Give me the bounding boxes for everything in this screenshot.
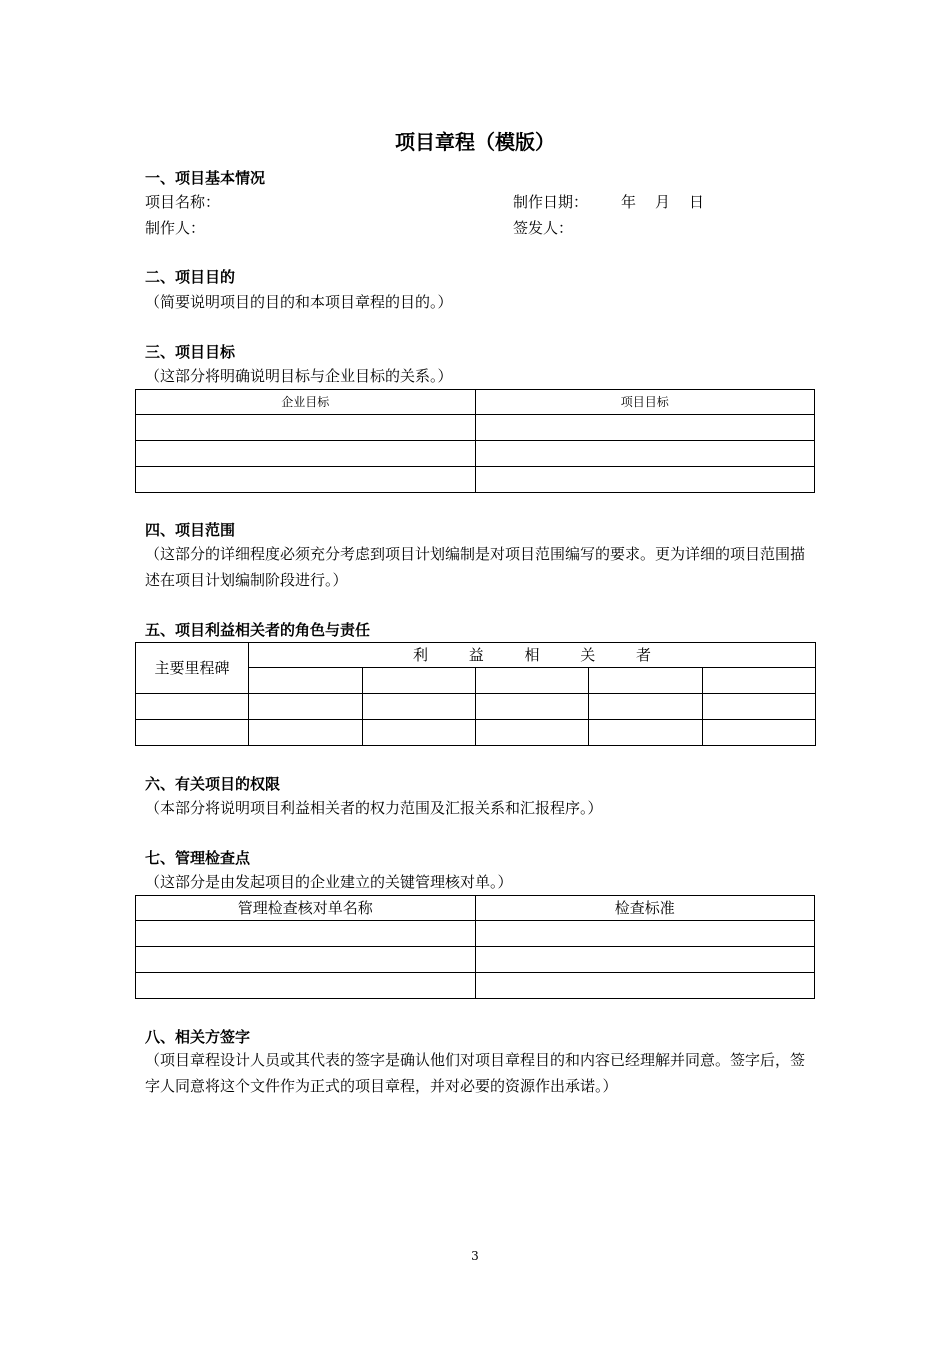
section-5-heading: 五、项目利益相关者的角色与责任 xyxy=(145,621,371,639)
section-7-text: （这部分是由发起项目的企业建立的关键管理核对单。） xyxy=(145,873,513,891)
page-number: 3 xyxy=(471,1249,479,1263)
table-row xyxy=(136,694,816,720)
table-row xyxy=(136,947,815,973)
table-header-cell: 企业目标 xyxy=(136,390,476,415)
table-row xyxy=(136,720,816,746)
table-cell[interactable] xyxy=(249,668,363,694)
stakeholders-header-cell: 利 益 相 关 者 xyxy=(249,643,816,668)
table-cell[interactable] xyxy=(136,921,476,947)
objectives-table xyxy=(135,389,815,493)
table-cell[interactable] xyxy=(476,720,589,746)
section-7-heading: 七、管理检查点 xyxy=(145,849,251,867)
stakeholders-table xyxy=(135,642,816,746)
section-3-heading: 三、项目目标 xyxy=(145,343,236,361)
author-label: 制作人： xyxy=(145,219,206,237)
table-cell[interactable] xyxy=(249,694,363,720)
section-8-text: （项目章程设计人员或其代表的签字是确认他们对项目章程目的和内容已经理解并同意。签字后，签字人同意将这个文件作为正式的项目章程，并对必要的资源作出承诺。） xyxy=(145,1051,806,1095)
table-cell[interactable] xyxy=(136,694,249,720)
checkpoint-table xyxy=(135,895,815,999)
table-cell[interactable] xyxy=(363,668,476,694)
table-row xyxy=(136,415,815,441)
table-row xyxy=(136,467,815,493)
table-cell[interactable] xyxy=(476,694,589,720)
table-header-cell: 管理检查核对单名称 xyxy=(136,896,476,921)
table-cell[interactable] xyxy=(249,720,363,746)
table-header-row xyxy=(136,390,815,415)
table-header-row xyxy=(136,896,815,921)
date-month: 月 xyxy=(655,193,671,211)
table-cell[interactable] xyxy=(475,467,815,493)
table-cell[interactable] xyxy=(136,467,476,493)
section-3-text: （这部分将明确说明目标与企业目标的关系。） xyxy=(145,367,453,385)
table-row xyxy=(136,441,815,467)
table-cell[interactable] xyxy=(475,947,815,973)
date-day: 日 xyxy=(689,193,705,211)
table-cell[interactable] xyxy=(703,720,816,746)
issuer-label: 签发人： xyxy=(513,219,574,237)
table-cell[interactable] xyxy=(476,668,589,694)
table-cell[interactable] xyxy=(136,973,476,999)
table-cell[interactable] xyxy=(136,441,476,467)
section-6-heading: 六、有关项目的权限 xyxy=(145,775,281,793)
milestone-header-cell: 主要里程碑 xyxy=(136,643,249,694)
table-cell[interactable] xyxy=(136,720,249,746)
table-header-cell: 项目目标 xyxy=(475,390,815,415)
table-header-row xyxy=(136,643,816,668)
table-cell[interactable] xyxy=(136,415,476,441)
table-cell[interactable] xyxy=(589,668,703,694)
document-title: 项目章程（模版） xyxy=(395,130,555,154)
date-year: 年 xyxy=(621,193,637,211)
table-cell[interactable] xyxy=(475,415,815,441)
section-2-heading: 二、项目目的 xyxy=(145,268,236,286)
table-row xyxy=(136,921,815,947)
section-1-heading: 一、项目基本情况 xyxy=(145,169,266,187)
table-cell[interactable] xyxy=(475,921,815,947)
section-8-heading: 八、相关方签字 xyxy=(145,1028,251,1046)
table-row xyxy=(136,973,815,999)
table-cell[interactable] xyxy=(703,668,816,694)
table-cell[interactable] xyxy=(475,973,815,999)
section-2-text: （简要说明项目的目的和本项目章程的目的。） xyxy=(145,293,453,311)
project-name-label: 项目名称： xyxy=(145,193,221,211)
section-4-heading: 四、项目范围 xyxy=(145,521,236,539)
table-header-cell: 检查标准 xyxy=(475,896,815,921)
table-cell[interactable] xyxy=(703,694,816,720)
section-4-text: （这部分的详细程度必须充分考虑到项目计划编制是对项目范围编写的要求。更为详细的项目范围描述在项目计划编制阶段进行。） xyxy=(145,545,806,589)
table-cell[interactable] xyxy=(475,441,815,467)
table-cell[interactable] xyxy=(136,947,476,973)
table-cell[interactable] xyxy=(363,694,476,720)
table-cell[interactable] xyxy=(363,720,476,746)
table-cell[interactable] xyxy=(589,720,703,746)
section-6-text: （本部分将说明项目利益相关者的权力范围及汇报关系和汇报程序。） xyxy=(145,799,603,817)
date-label: 制作日期： xyxy=(513,193,589,211)
table-cell[interactable] xyxy=(589,694,703,720)
